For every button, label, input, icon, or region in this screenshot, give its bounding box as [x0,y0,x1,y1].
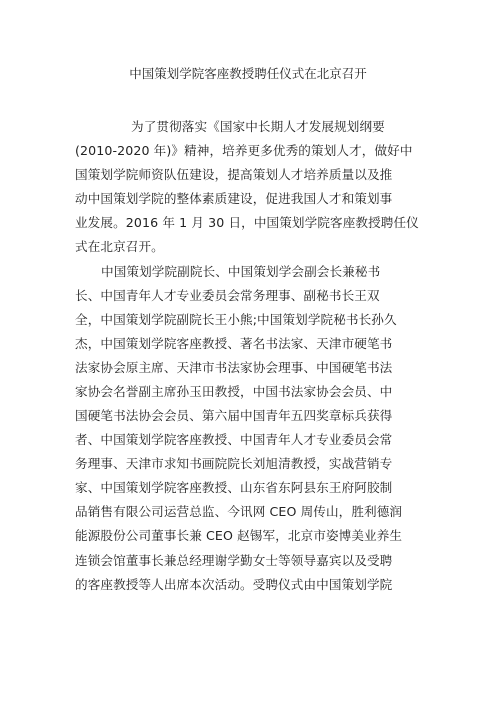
paragraph-line: 连锁会馆董事长兼总经理谢学勤女士等领导嘉宾以及受聘 [75,553,393,568]
paragraph-line: 杰，中国策划学院客座教授、著名书法家、天津市硬笔书 [75,336,393,351]
paragraph-line: 家、中国策划学院客座教授、山东省东阿县东王府阿胶制 [75,480,393,495]
paragraph-line: 中国策划学院副院长、中国策划学会副会长兼秘书 [101,264,381,279]
paragraph-line: 长、中国青年人才专业委员会常务理事、副秘书长王双 [75,288,380,303]
paragraph-line: 全，中国策划学院副院长王小熊;中国策划学院秘书长孙久 [75,312,397,327]
paragraph-line: 为了贯彻落实《国家中长期人才发展规划纲要 [131,119,385,134]
paragraph-line: 国策划学院师资队伍建设，提高策划人才培养质量以及推 [75,167,393,182]
paragraph-line: 法家协会原主席、天津市书法家协会理事、中国硬笔书法 [75,360,393,375]
paragraph-line: 品销售有限公司运营总监、今讯网 CEO 周传山，胜利德润 [75,504,403,519]
document-title: 中国策划学院客座教授聘任仪式在北京召开 [129,66,367,81]
paragraph-line: 家协会名誉副主席孙玉田教授，中国书法家协会会员、中 [75,384,393,399]
paragraph-line: 业发展。2016 年 1 月 30 日，中国策划学院客座教授聘任仪 [75,215,419,230]
paragraph-line: 国硬笔书法协会会员、第六届中国青年五四奖章标兵获得 [75,408,393,423]
paragraph-line: 的客座教授等人出席本次活动。受聘仪式由中国策划学院 [75,577,393,592]
paragraph-line: 式在北京召开。 [75,239,164,254]
paragraph-line: (2010-2020 年)》精神，培养更多优秀的策划人才，做好中 [75,143,413,158]
paragraph-line: 务理事、天津市求知书画院院长刘旭清教授，实战营销专 [75,456,393,471]
paragraph-line: 能源股份公司董事长兼 CEO 赵锡军，北京市姿博美业养生 [75,528,403,543]
paragraph-line: 动中国策划学院的整体素质建设，促进我国人才和策划事 [75,191,393,206]
paragraph-line: 者、中国策划学院客座教授、中国青年人才专业委员会常 [75,432,393,447]
